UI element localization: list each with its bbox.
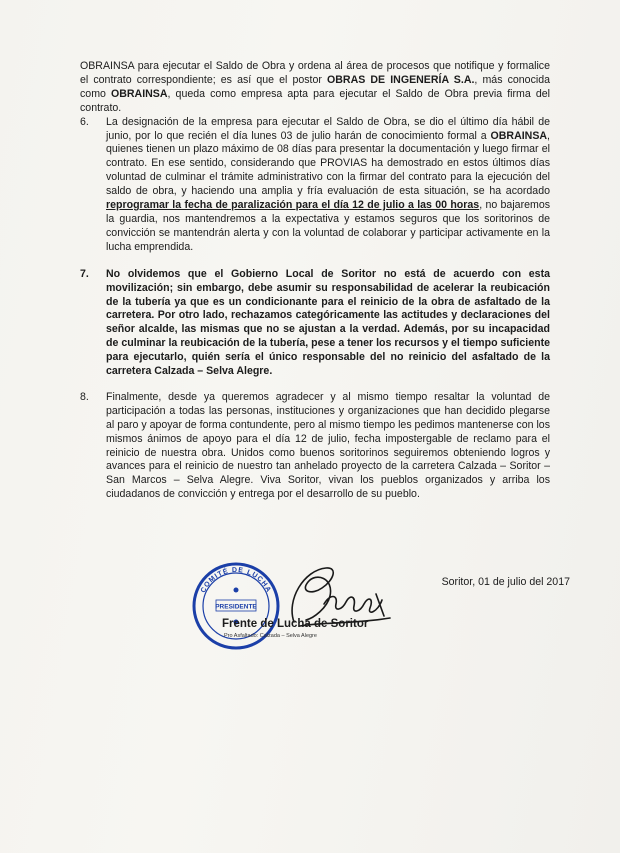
paragraph-number: 7. <box>80 267 89 280</box>
svg-text:COMITÉ DE LUCHA: COMITÉ DE LUCHA <box>199 566 273 595</box>
document-body <box>80 60 550 502</box>
company-short-name: OBRAINSA <box>111 87 168 100</box>
paragraph-number: 6. <box>80 115 89 128</box>
paragraph-7: 7. No olvidemos que el Gobierno Local de Soritor no está de acuerdo con esta movilización; sin embargo, debe asumir su responsabilidad de acelerar la reubicación de la tubería ya que es un condicionante para el reinicio de la obra de asfaltado de la carretera. Por otro lado, rechazamos categóricamente las actitudes y declaraciones del señor alcalde, las mismas que no se ajustan a la verdad. Además, por su incapacidad de culminar la reubicación de la tubería, pese a tener los recursos y el tiempo suficiente para ejecutarlo, quién sería el único responsable del no reinicio del asfaltado de la carretera Calzada – Selva Alegre. <box>80 267 550 378</box>
svg-text:PRESIDENTE: PRESIDENTE <box>215 603 257 611</box>
company-name: OBRAS DE INGENERÍA S.A. <box>327 73 475 86</box>
paragraph-number: 8. <box>80 390 89 403</box>
organization-subtitle: Pro Asfaltado: Calzada – Selva Alegre <box>224 633 317 639</box>
paragraph-8: 8. Finalmente, desde ya queremos agradecer y al mismo tiempo resaltar la voluntad de participación a todas las personas, instituciones y organizaciones que han decidido plegarse al paro y apoyar de forma contundente, pero al mismo tiempo les pedimos mantenerse con los mismos ánimos de apoyo para el día 12 de julio, fecha impostergable de reclamo para el reinicio de nuestra obra. Unidos como buenos soritorinos seguiremos obteniendo logros y avances para el reinicio de nuestro tan anhelado proyecto de la carretera Calzada – Soritor – San Marcos – Selva Alegre. Viva Soritor, vivan los pueblos organizados y arriba los ciudadanos de convicción y entrega por el desarrollo de su pueblo. <box>80 390 550 501</box>
paragraph-6: 6. La designación de la empresa para ejecutar el Saldo de Obra, se dio el último día hábil de junio, por lo que recién el día lunes 03 de julio harán de conocimiento formal a OBRAINSA, quienes tienen un plazo máximo de 08 días para presentar la documentación y luego firmar el contrato. En ese sentido, considerando que PROVIAS ha demostrado en estos últimos días voluntad de culminar el trámite administrativo con la firmar del contrato para la ejecución del saldo de obra, y haciendo una amplia y fría evaluación de esta situación, se ha acordado reprogramar la fecha de paralización para el día 12 de julio a las 00 horas, no bajaremos la guardia, nos mantendremos a la expectativa y estamos seguros que los soritorinos de convicción se mantendrán alerta y con la voluntad de colaborar y participar activamente en la lucha emprendida. <box>80 115 551 253</box>
date-line: Soritor, 01 de julio del 2017 <box>441 576 570 588</box>
rescheduled-date-highlight: reprogramar la fecha de paralización para el día 12 de julio a las 00 horas <box>106 199 480 212</box>
organization-name: Frente de Lucha de Soritor <box>222 618 369 630</box>
paragraph-intro: OBRAINSA para ejecutar el Saldo de Obra y ordena al área de procesos que notifique y formalice el contrato correspondiente; es así que el postor OBRAS DE INGENERÍA S.A., más conocida como OBRAINSA, queda como empresa apta para ejecutar el Saldo de Obra previa firma del contrato. <box>80 60 551 114</box>
signature-block <box>190 560 570 670</box>
